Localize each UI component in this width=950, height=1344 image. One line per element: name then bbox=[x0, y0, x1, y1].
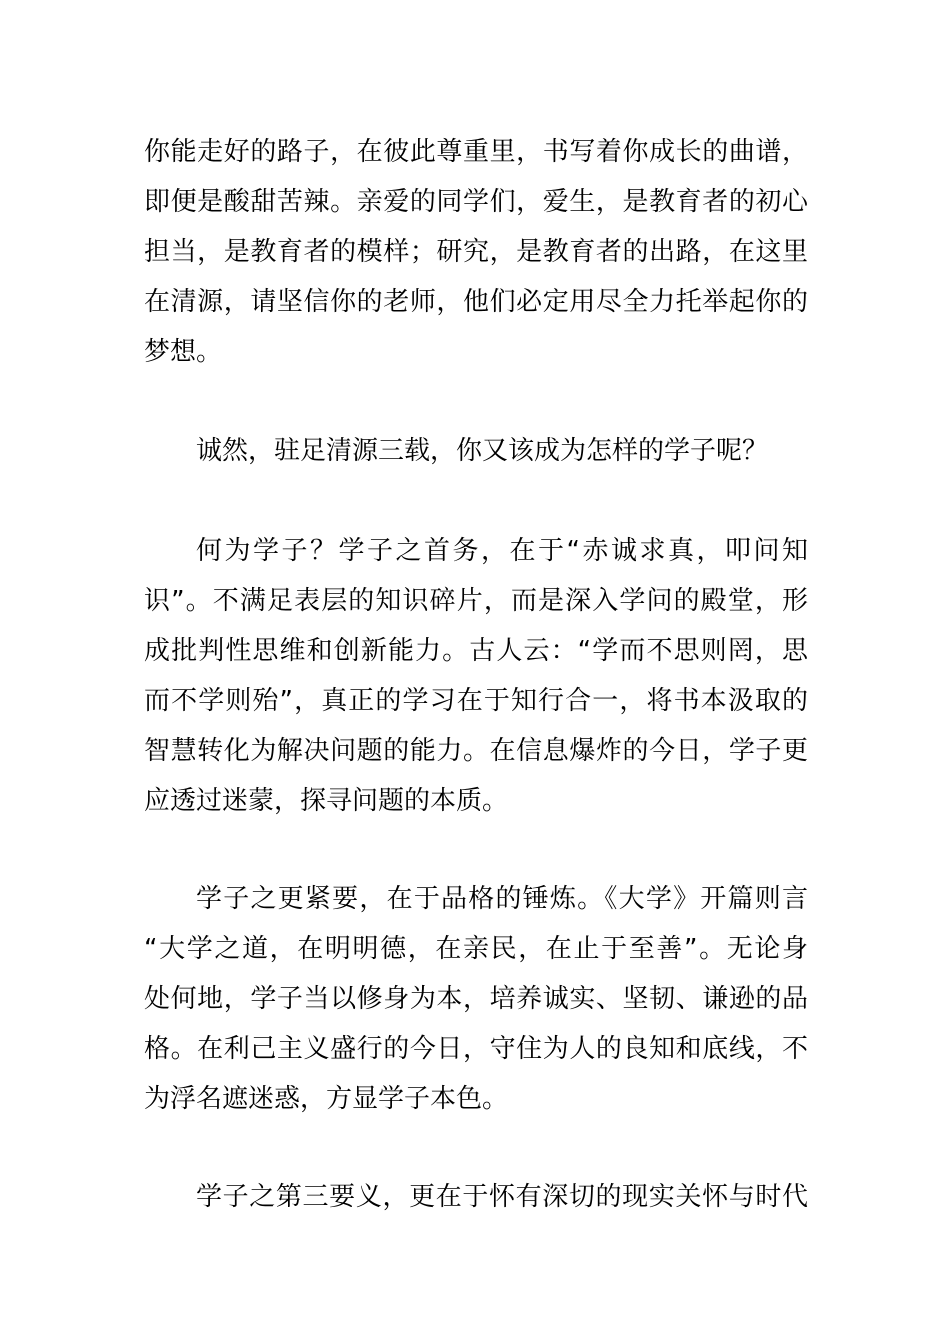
paragraph-line: “大学之道，在明明德，在亲民，在止于至善”。无论身 bbox=[144, 934, 808, 964]
paragraph-line: 智慧转化为解决问题的能力。在信息爆炸的今日，学子更 bbox=[144, 736, 808, 766]
paragraph-line: 诚然，驻足清源三载，你又该成为怎样的学子呢？ bbox=[196, 436, 769, 466]
paragraph-line: 而不学则殆”，真正的学习在于知行合一，将书本汲取的 bbox=[144, 686, 808, 716]
paragraph-line: 识”。不满足表层的知识碎片，而是深入学问的殿堂，形 bbox=[144, 586, 808, 616]
paragraph-line: 处何地，学子当以修身为本，培养诚实、坚韧、谦逊的品 bbox=[144, 984, 808, 1014]
paragraph-line: 担当，是教育者的模样；研究，是教育者的出路，在这里 bbox=[144, 237, 808, 267]
paragraph-line: 学子之第三要义，更在于怀有深切的现实关怀与时代 bbox=[196, 1182, 808, 1212]
paragraph-line: 即便是酸甜苦辣。亲爱的同学们，爱生，是教育者的初心 bbox=[144, 187, 808, 217]
paragraph-4 bbox=[144, 874, 808, 1124]
paragraph-line: 格。在利己主义盛行的今日，守住为人的良知和底线，不 bbox=[144, 1034, 808, 1064]
paragraph-line: 何为学子？学子之首务，在于“赤诚求真，叩问知 bbox=[196, 536, 808, 566]
paragraph-2 bbox=[144, 426, 808, 476]
paragraph-line: 梦想。 bbox=[144, 337, 223, 367]
paragraph-line: 在清源，请坚信你的老师，他们必定用尽全力托举起你的 bbox=[144, 287, 808, 317]
paragraph-line: 你能走好的路子，在彼此尊重里，书写着你成长的曲谱， bbox=[144, 137, 808, 167]
paragraph-line: 学子之更紧要，在于品格的锤炼。《大学》开篇则言 bbox=[196, 884, 808, 914]
paragraph-3 bbox=[144, 526, 808, 826]
paragraph-line: 成批判性思维和创新能力。古人云：“学而不思则罔，思 bbox=[144, 636, 808, 666]
paragraph-line: 为浮名遮迷惑，方显学子本色。 bbox=[144, 1084, 509, 1114]
paragraph-line: 应透过迷蒙，探寻问题的本质。 bbox=[144, 786, 509, 816]
paragraph-1 bbox=[144, 127, 808, 377]
paragraph-5 bbox=[144, 1172, 808, 1222]
